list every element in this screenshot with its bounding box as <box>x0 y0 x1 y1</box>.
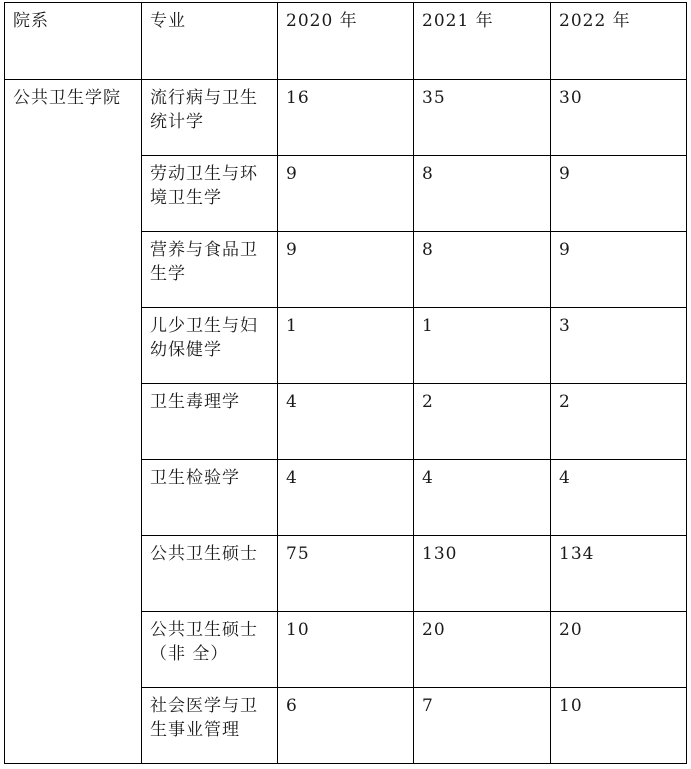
major-cell: 卫生毒理学 <box>142 384 278 460</box>
header-department: 院系 <box>5 3 142 80</box>
major-cell: 儿少卫生与妇幼保健学 <box>142 308 278 384</box>
count-2020-cell: 9 <box>278 156 414 232</box>
major-cell: 劳动卫生与环境卫生学 <box>142 156 278 232</box>
count-2022-cell: 134 <box>551 536 687 612</box>
enrollment-table <box>4 2 687 764</box>
count-2021-cell: 35 <box>414 80 551 156</box>
count-2021-cell: 8 <box>414 156 551 232</box>
major-cell: 社会医学与卫生事业管理 <box>142 688 278 764</box>
table-row <box>5 80 687 156</box>
count-2020-cell: 16 <box>278 80 414 156</box>
count-2021-cell: 20 <box>414 612 551 688</box>
header-2021: 2021 年 <box>414 3 551 80</box>
header-2020: 2020 年 <box>278 3 414 80</box>
count-2022-cell: 2 <box>551 384 687 460</box>
count-2021-cell: 7 <box>414 688 551 764</box>
count-2021-cell: 2 <box>414 384 551 460</box>
count-2022-cell: 20 <box>551 612 687 688</box>
count-2020-cell: 75 <box>278 536 414 612</box>
major-cell: 公共卫生硕士 <box>142 536 278 612</box>
count-2022-cell: 3 <box>551 308 687 384</box>
major-cell: 流行病与卫生统计学 <box>142 80 278 156</box>
count-2020-cell: 6 <box>278 688 414 764</box>
count-2021-cell: 130 <box>414 536 551 612</box>
major-cell: 公共卫生硕士（非 全） <box>142 612 278 688</box>
count-2020-cell: 9 <box>278 232 414 308</box>
count-2022-cell: 9 <box>551 232 687 308</box>
department-cell: 公共卫生学院 <box>5 80 142 764</box>
count-2020-cell: 4 <box>278 384 414 460</box>
count-2021-cell: 8 <box>414 232 551 308</box>
header-row <box>5 3 687 80</box>
count-2022-cell: 9 <box>551 156 687 232</box>
count-2021-cell: 4 <box>414 460 551 536</box>
count-2022-cell: 4 <box>551 460 687 536</box>
count-2021-cell: 1 <box>414 308 551 384</box>
major-cell: 营养与食品卫生学 <box>142 232 278 308</box>
major-cell: 卫生检验学 <box>142 460 278 536</box>
count-2022-cell: 10 <box>551 688 687 764</box>
header-2022: 2022 年 <box>551 3 687 80</box>
count-2020-cell: 4 <box>278 460 414 536</box>
count-2020-cell: 10 <box>278 612 414 688</box>
header-major: 专业 <box>142 3 278 80</box>
count-2020-cell: 1 <box>278 308 414 384</box>
count-2022-cell: 30 <box>551 80 687 156</box>
